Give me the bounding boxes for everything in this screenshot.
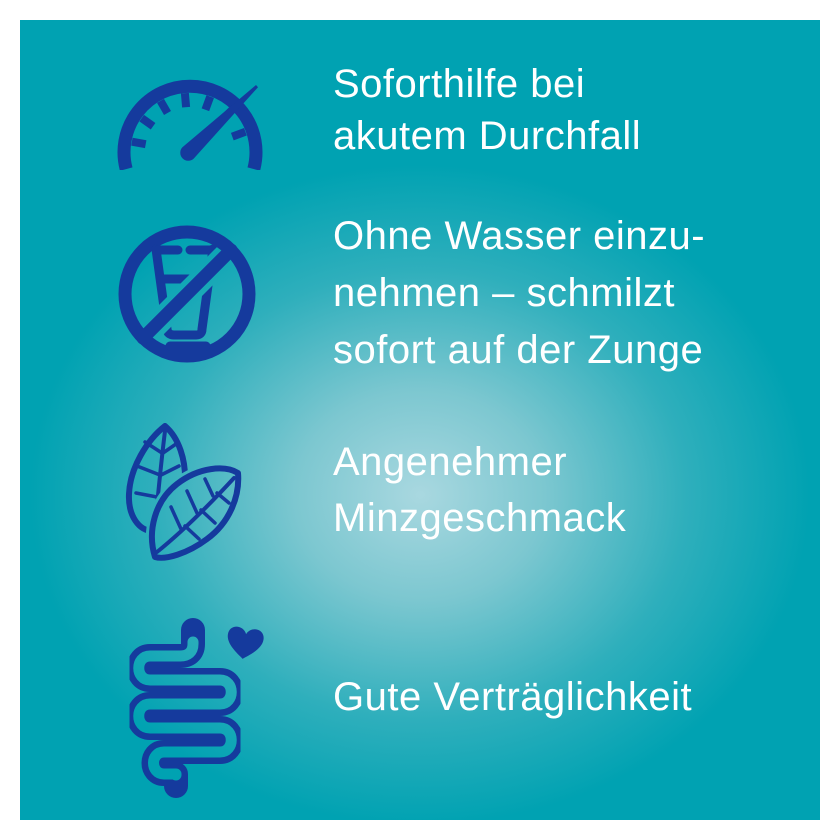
teal-panel (20, 20, 820, 820)
intestine-tube (139, 630, 232, 786)
feature-text-ohne-wasser (333, 208, 705, 379)
text-line: Gute Verträglichkeit (333, 675, 693, 719)
text-line: Soforthilfe bei (333, 62, 586, 106)
text-line: nehmen – schmilzt (333, 271, 675, 315)
feature-text-vertraeglichkeit (333, 670, 692, 724)
intestine-heart-icon (100, 618, 270, 798)
feature-text-minzgeschmack (333, 434, 626, 546)
mint-leaves-icon (125, 423, 253, 563)
front-leaf (152, 468, 238, 557)
no-water-glass-icon (112, 219, 262, 369)
feature-text-soforthilfe (333, 58, 641, 162)
text-line: Angenehmer (333, 440, 568, 484)
text-line: sofort auf der Zunge (333, 328, 704, 372)
heart-icon (225, 626, 265, 662)
text-line: Ohne Wasser einzu- (333, 214, 706, 258)
text-line: akutem Durchfall (333, 114, 642, 158)
speedometer-icon (112, 70, 272, 170)
text-line: Minzgeschmack (333, 496, 627, 540)
